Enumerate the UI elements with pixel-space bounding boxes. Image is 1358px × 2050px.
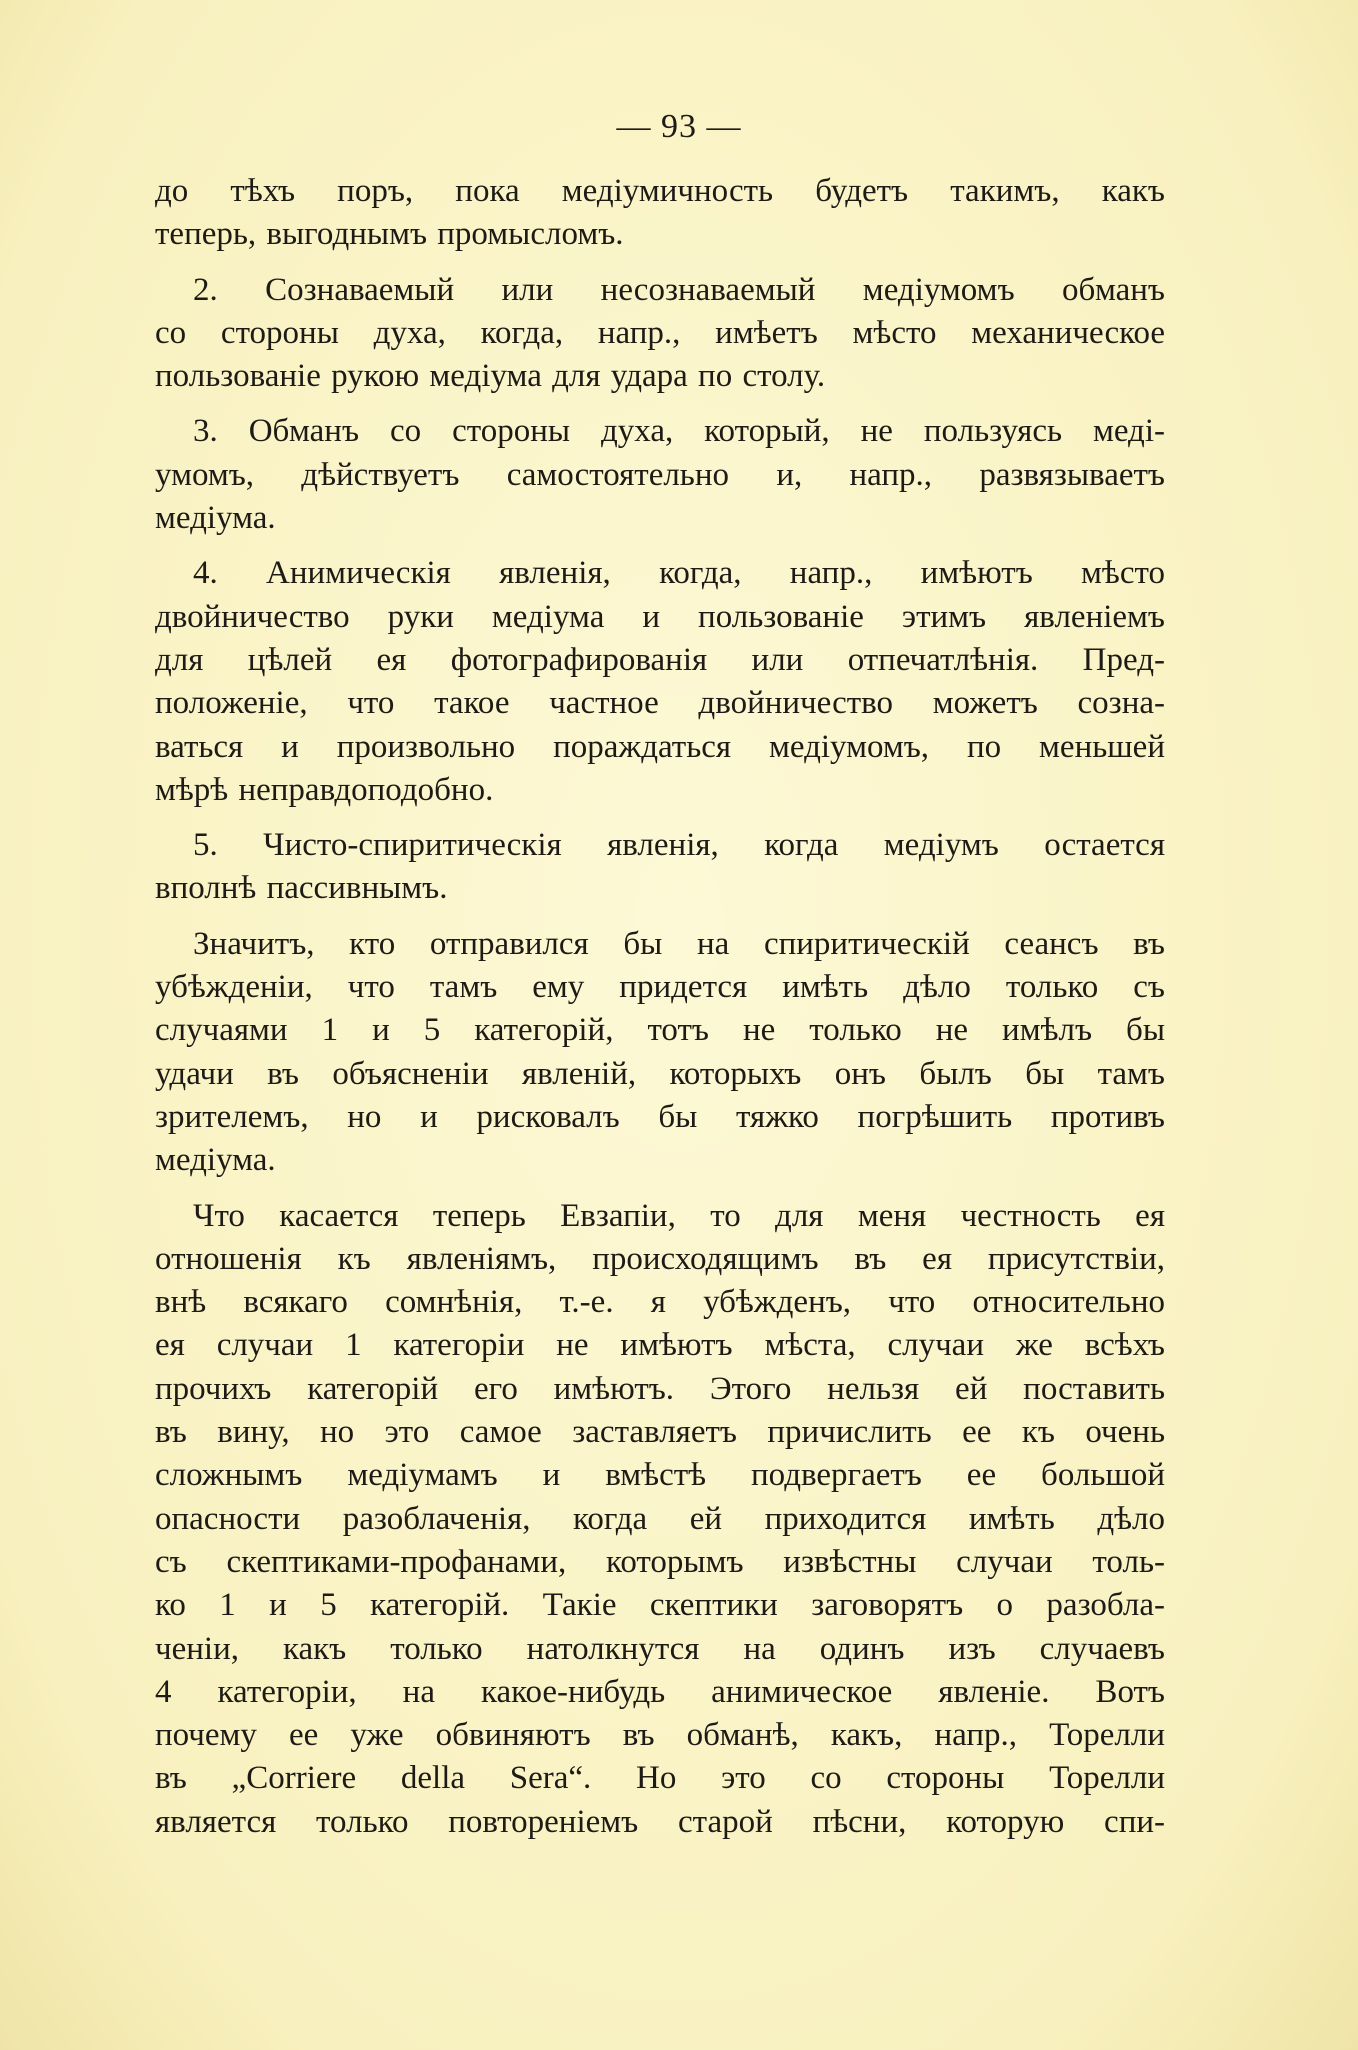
paragraph-gap [155, 398, 1165, 410]
paragraph [155, 552, 1165, 812]
text-line: ея случаи 1 категоріи не имѣютъ мѣста, случаи же всѣхъ [155, 1327, 1165, 1364]
text-line: вполнѣ пассивнымъ. [155, 870, 448, 907]
text-line: 4 категоріи, на какое-нибудь анимическое явленіе. Вотъ [155, 1673, 1165, 1710]
body-text [155, 170, 1165, 1844]
text-line: положеніе, что такое частное двойничество можетъ созна- [155, 685, 1165, 722]
text-line: сложнымъ медіумамъ и вмѣстѣ подвергаетъ ее большой [155, 1457, 1165, 1494]
text-line: опасности разоблаченія, когда ей приходится имѣть дѣло [155, 1500, 1165, 1537]
text-line: убѣжденіи, что тамъ ему придется имѣть дѣло только съ [155, 969, 1165, 1006]
text-line: ченіи, какъ только натолкнутся на одинъ изъ случаевъ [155, 1630, 1165, 1667]
text-line: удачи въ объясненіи явленій, которыхъ онъ былъ бы тамъ [155, 1055, 1165, 1092]
paragraph-gap [155, 540, 1165, 552]
text-line: является только повтореніемъ старой пѣсни, которую спи- [155, 1803, 1165, 1840]
paragraph-gap [155, 1183, 1165, 1195]
text-line: 4. Анимическія явленія, когда, напр., имѣютъ мѣсто [193, 555, 1165, 592]
paragraph [155, 824, 1165, 911]
text-line: въ „Corriere della Sera“. Но это со стороны Торелли [155, 1760, 1165, 1797]
paragraph-gap [155, 812, 1165, 824]
paragraph-gap [155, 911, 1165, 923]
paragraph [155, 410, 1165, 540]
text-line: ваться и произвольно пораждаться медіумомъ, по меньшей [155, 728, 1165, 765]
text-line: случаями 1 и 5 категорій, тотъ не только не имѣлъ бы [155, 1012, 1165, 1049]
text-line: до тѣхъ поръ, пока медіумичность будетъ такимъ, какъ [155, 173, 1165, 209]
text-line: ко 1 и 5 категорій. Такіе скептики заговорятъ о разобла- [155, 1587, 1165, 1624]
text-line: Значитъ, кто отправился бы на спиритическій сеансъ въ [193, 925, 1165, 962]
text-line: прочихъ категорій его имѣютъ. Этого нельзя ей поставить [155, 1370, 1165, 1407]
text-line: 3. Обманъ со стороны духа, который, не пользуясь меді- [193, 413, 1165, 450]
text-line: медіума. [155, 500, 276, 537]
paragraph [155, 170, 1165, 257]
paragraph [155, 1195, 1165, 1844]
text-line: пользованіе рукою медіума для удара по столу. [155, 358, 826, 395]
text-line: почему ее уже обвиняютъ въ обманѣ, какъ, напр., Торелли [155, 1717, 1165, 1754]
text-line: умомъ, дѣйствуетъ самостоятельно и, напр., развязываетъ [155, 456, 1165, 493]
page-number: — 93 — [616, 108, 742, 145]
text-line: двойничество руки медіума и пользованіе этимъ явленіемъ [155, 598, 1165, 635]
text-line: теперь, выгоднымъ промысломъ. [155, 216, 624, 253]
text-line: 2. Сознаваемый или несознаваемый медіумомъ обманъ [193, 271, 1165, 308]
text-line: для цѣлей ея фотографированія или отпечатлѣнія. Пред- [155, 641, 1165, 678]
text-line: со стороны духа, когда, напр., имѣетъ мѣсто механическое [155, 314, 1165, 351]
paragraph [155, 923, 1165, 1183]
paragraph-gap [155, 257, 1165, 269]
text-line: Что касается теперь Евзапіи, то для меня честность ея [193, 1197, 1165, 1234]
text-line: мѣрѣ неправдоподобно. [155, 771, 494, 808]
text-line: медіума. [155, 1142, 276, 1179]
text-line: 5. Чисто-спиритическія явленія, когда медіумъ остается [193, 827, 1165, 864]
text-line: зрителемъ, но и рисковалъ бы тяжко погрѣшить противъ [155, 1098, 1165, 1135]
text-line: съ скептиками-профанами, которымъ извѣстны случаи толь- [155, 1543, 1165, 1580]
text-line: внѣ всякаго сомнѣнія, т.-е. я убѣжденъ, что относительно [155, 1284, 1165, 1321]
text-line: въ вину, но это самое заставляетъ причислить ее къ очень [155, 1414, 1165, 1451]
text-line: отношенія къ явленіямъ, происходящимъ въ ея присутствіи, [155, 1240, 1165, 1277]
paragraph [155, 269, 1165, 399]
